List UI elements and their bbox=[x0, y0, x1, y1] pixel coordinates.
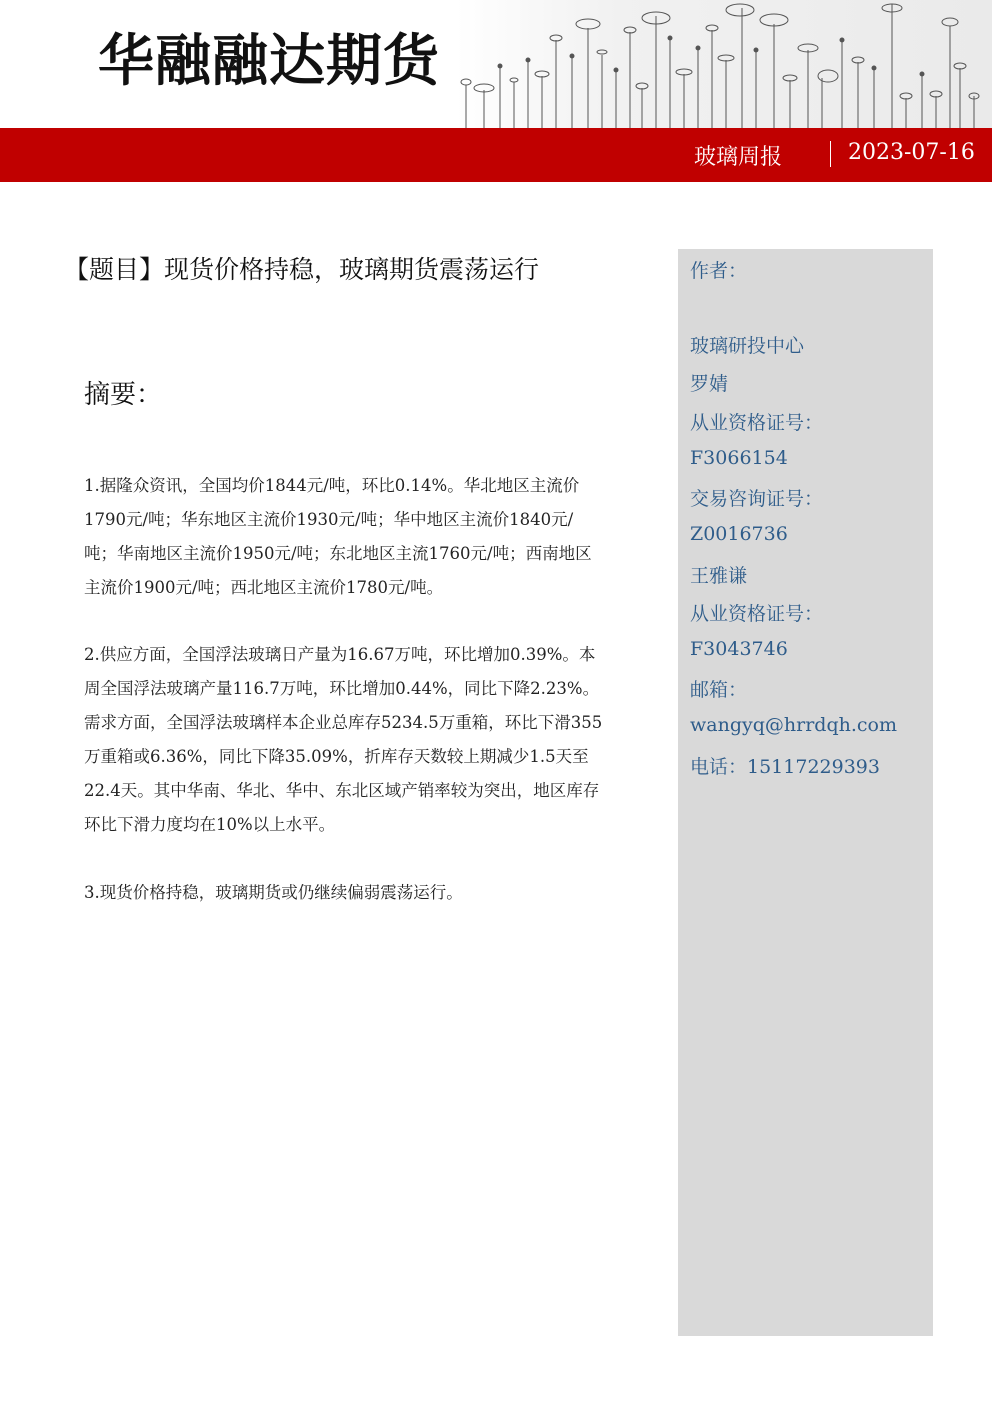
report-title: 【题目】现货价格持稳，玻璃期货震荡运行 bbox=[64, 255, 540, 284]
report-type: 玻璃周报 bbox=[694, 145, 783, 170]
header-red-band bbox=[0, 128, 992, 182]
header-divider bbox=[830, 141, 831, 167]
email-label: 邮箱： bbox=[690, 679, 748, 701]
email-address[interactable]: wangyq@hrrdqh.com bbox=[690, 714, 897, 736]
company-logo: 华融融达期货 bbox=[98, 29, 440, 94]
phone-number: 电话：15117229393 bbox=[690, 756, 880, 778]
abstract-heading: 摘要： bbox=[84, 380, 163, 410]
qualification-label-1: 从业资格证号： bbox=[690, 412, 824, 434]
qualification-number-2: F3043746 bbox=[690, 638, 788, 660]
abstract-paragraph-1: 1.据隆众资讯，全国均价1844元/吨，环比0.14%。华北地区主流价1790元/吨；华东地区主流价1930元/吨；华中地区主流价1840元/吨；华南地区主流价1950元/吨；东北地区主流1760元/吨；西南地区主流价1900元/吨；西北地区主流价1780元/吨。 bbox=[84, 476, 592, 597]
qualification-label-2: 从业资格证号： bbox=[690, 603, 824, 625]
consult-label: 交易咨询证号： bbox=[690, 488, 824, 510]
author-2-name: 王雅谦 bbox=[690, 565, 748, 587]
decorative-graphic bbox=[456, 0, 992, 128]
qualification-number-1: F3066154 bbox=[690, 447, 788, 469]
decorative-lines-graphic bbox=[456, 0, 992, 128]
author-label: 作者： bbox=[690, 260, 748, 282]
consult-number: Z0016736 bbox=[690, 523, 788, 545]
author-1-name: 罗婧 bbox=[690, 373, 729, 395]
report-date: 2023-07-16 bbox=[848, 140, 975, 165]
abstract-paragraph-2: 2.供应方面，全国浮法玻璃日产量为16.67万吨，环比增加0.39%。本周全国浮法玻璃产量116.7万吨，环比增加0.44%，同比下降2.23%。需求方面，全国浮法玻璃样本企业总库存5234.5万重箱，环比下滑355万重箱或6.36%，同比下降35.09%，折库存天数较上期减少1.5天至22.4天。其中华南、华北、华中、东北区域产销率较为突出，地区库存环比下滑力度均在10%以上水平。 bbox=[84, 645, 603, 834]
department-name: 玻璃研投中心 bbox=[690, 335, 805, 357]
abstract-paragraph-3: 3.现货价格持稳，玻璃期货或仍继续偏弱震荡运行。 bbox=[84, 883, 463, 902]
header-top bbox=[0, 0, 992, 128]
